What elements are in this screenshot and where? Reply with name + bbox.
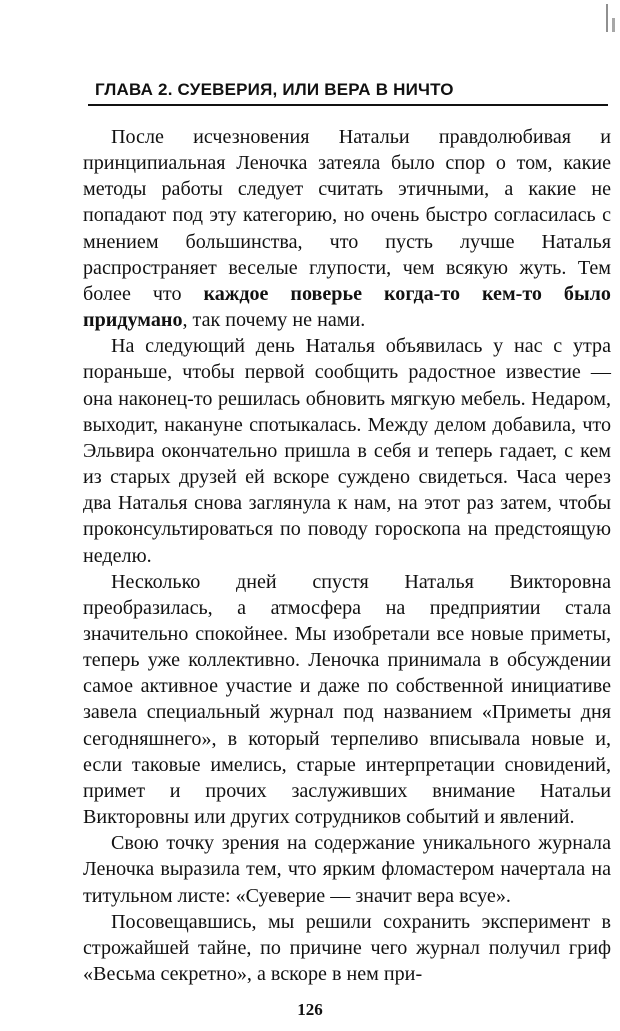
- paragraph: Несколько дней спустя Наталья Викторовна преобразилась, а атмосфера на предприятии стала значительно спокойнее. Мы изобретали все новые приметы, теперь уже коллективно. Леночка принимала в обсуждении самое активное участие и даже по собственной инициативе завела специальный журнал под названием «Приметы дня сегодняшнего», в который терпеливо вписывала новые и, если таковые имелись, старые интерпретации сновидений, примет и прочих заслуживших внимание Натальи Викторовны или других сотрудников событий и явлений.: [83, 570, 611, 829]
- bold-phrase: каждое поверье когда-то кем-то было придумано: [83, 282, 611, 332]
- scan-artifact: [606, 4, 608, 32]
- paragraph: Свою точку зрения на содержание уникального журнала Леночка выразила тем, что ярким фломастером начертала на титульном листе: «Суеверие — значит вера всуе».: [83, 832, 611, 907]
- header-divider: [88, 104, 608, 106]
- chapter-running-header: ГЛАВА 2. СУЕВЕРИЯ, ИЛИ ВЕРА В НИЧТО: [95, 80, 454, 99]
- paragraph: Посовещавшись, мы решили сохранить эксперимент в строжайшей тайне, по причине чего журнал получил гриф «Весьма секретно», а вскоре в нем при-: [83, 910, 611, 985]
- paragraph-text: После исчезновения Натальи правдолюбивая и принципиальная Леночка затеяла было спор о том, какие методы работы следует считать этичными, а какие не попадают под эту категорию, но очень быстро согласилась с мнением большинства, что пусть лучше Наталья распространяет веселые глупости, чем всякую жуть. Тем более что: [83, 126, 611, 305]
- body-text: [83, 124, 611, 987]
- page-number: 126: [297, 1000, 323, 1019]
- paragraph: На следующий день Наталья объявилась у нас с утра пораньше, чтобы первой сообщить радостное известие — она наконец-то решилась обновить мягкую мебель. Недаром, выходит, накануне спотыкалась. Между делом добавила, что Эльвира окончательно пришла в себя и теперь гадает, с кем из старых друзей ей вскоре суждено свидеться. Часа через два Наталья снова заглянула к нам, на этот раз затем, чтобы проконсультироваться по поводу гороскопа на предстоящую неделю.: [83, 335, 611, 567]
- paragraph: [83, 124, 611, 333]
- scan-artifact: [612, 18, 615, 32]
- paragraph-text: , так почему не нами.: [182, 309, 366, 332]
